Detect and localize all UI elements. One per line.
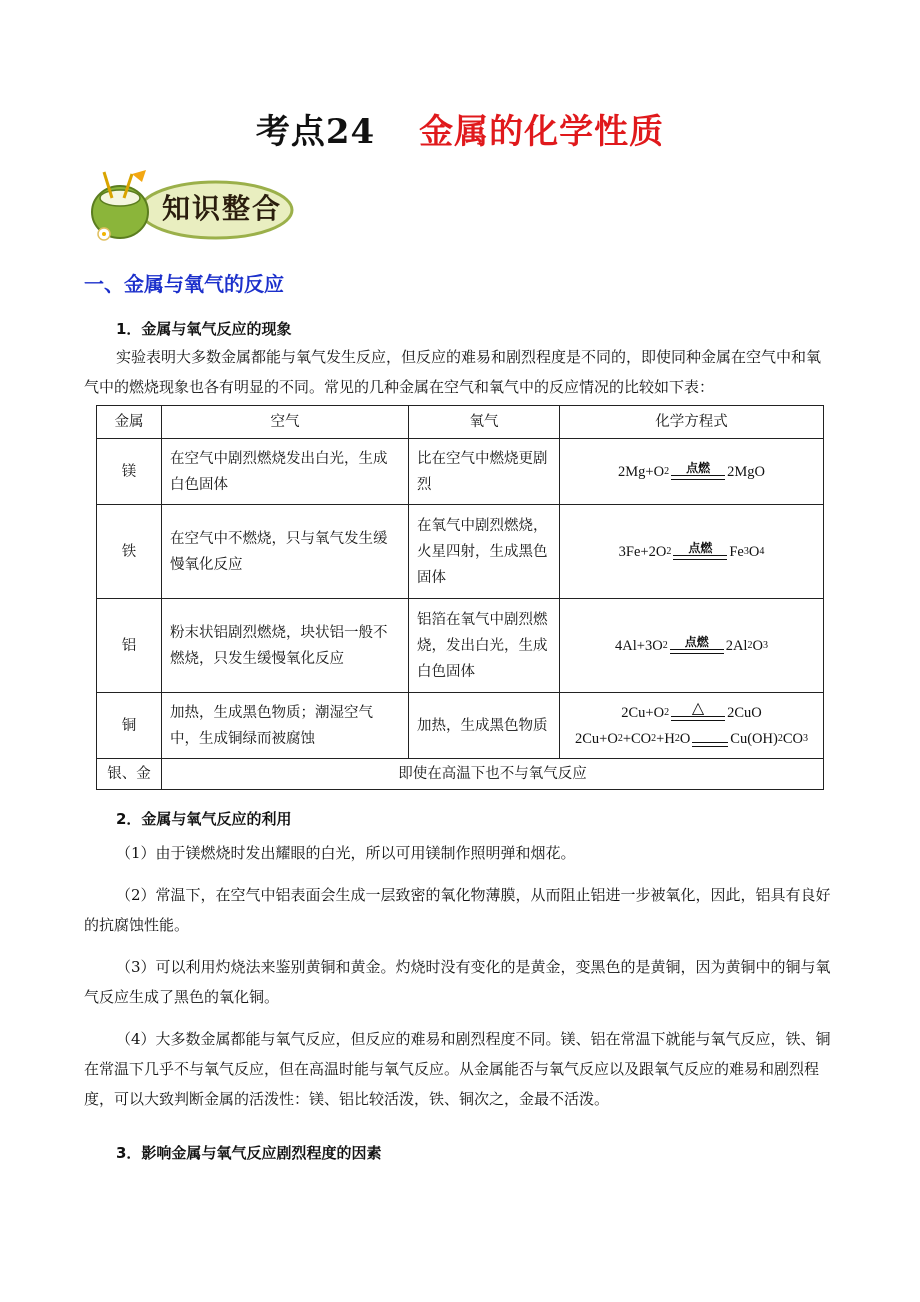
metal-oxygen-table <box>96 405 824 790</box>
title-main: 金属的化学性质 <box>419 112 665 152</box>
table-row <box>97 505 824 599</box>
subheading-phenomena: 1．金属与氧气反应的现象 <box>116 320 292 338</box>
table-row <box>97 599 824 693</box>
badge-label: 知识整合 <box>161 192 282 225</box>
air-cell: 在空气中剧烈燃烧发出白光，生成白色固体 <box>162 439 409 505</box>
header-air: 空气 <box>162 406 409 439</box>
knowledge-badge <box>88 168 294 248</box>
equation-cell <box>560 599 824 693</box>
use-item: （3）可以利用灼烧法来鉴别黄铜和黄金。灼烧时没有变化的是黄金，变黑色的是黄铜，因为黄铜中的铜与氧气反应生成了黑色的氧化铜。 <box>84 958 831 1006</box>
section-heading: 一、金属与氧气的反应 <box>84 272 284 296</box>
metal-cell: 银、金 <box>97 759 162 790</box>
metal-cell: 铝 <box>97 599 162 693</box>
table-header-row <box>97 406 824 439</box>
equation-cell <box>560 439 824 505</box>
intro-paragraph: 实验表明大多数金属都能与氧气发生反应，但反应的难易和剧烈程度是不同的，即使同种金属在空气中和氧气中的燃烧现象也各有明显的不同。常见的几种金属在空气和氧气中的反应情况的比较如下表： <box>84 348 822 396</box>
table-row <box>97 693 824 759</box>
air-cell: 加热，生成黑色物质；潮湿空气中，生成铜绿而被腐蚀 <box>162 693 409 759</box>
subheading-uses: 2．金属与氧气反应的利用 <box>116 810 292 828</box>
merged-cell: 即使在高温下也不与氧气反应 <box>162 759 824 790</box>
use-item: （4）大多数金属都能与氧气反应，但反应的难易和剧烈程度不同。镁、铝在常温下就能与氧气反应，铁、铜在常温下几乎不与氧气反应，但在高温时能与氧气反应。从金属能否与氧气反应以及跟氧气反应的难易和剧烈程度，可以大致判断金属的活泼性：镁、铝比较活泼，铁、铜次之，金最不活泼。 <box>84 1030 831 1108</box>
equation-al: 4Al+3O 2 点燃 2Al 2 O 3 <box>615 634 768 654</box>
use-item: （1）由于镁燃烧时发出耀眼的白光，所以可用镁制作照明弹和烟花。 <box>116 844 576 862</box>
title-prefix: 考点24 <box>255 112 376 152</box>
oxygen-cell: 铝箔在氧气中剧烈燃烧，发出白光，生成白色固体 <box>409 599 560 693</box>
header-equation: 化学方程式 <box>560 406 824 439</box>
oxygen-cell: 比在空气中燃烧更剧烈 <box>409 439 560 505</box>
metal-cell: 铜 <box>97 693 162 759</box>
equation-patina: 2Cu+O 2 +CO 2 +H 2 O Cu(OH) $^2$ CO 3 <box>575 730 808 747</box>
equation-cell <box>560 505 824 599</box>
oxygen-cell: 在氧气中剧烈燃烧，火星四射，生成黑色固体 <box>409 505 560 599</box>
page-title <box>0 104 920 153</box>
oxygen-cell: 加热，生成黑色物质 <box>409 693 560 759</box>
subheading-factors: 3．影响金属与氧气反应剧烈程度的因素 <box>116 1144 382 1162</box>
air-cell: 在空气中不燃烧，只与氧气发生缓慢氧化反应 <box>162 505 409 599</box>
header-metal: 金属 <box>97 406 162 439</box>
metal-cell: 镁 <box>97 439 162 505</box>
table-row <box>97 439 824 505</box>
table-row <box>97 759 824 790</box>
use-item: （2）常温下，在空气中铝表面会生成一层致密的氧化物薄膜，从而阻止铝进一步被氧化，因此，铝具有良好的抗腐蚀性能。 <box>84 886 831 934</box>
metal-cell: 铁 <box>97 505 162 599</box>
equation-cu: 2Cu+O 2 △ 2CuO <box>621 699 762 721</box>
equation-fe: 3Fe+2O 2 点燃 Fe 3 O 4 <box>618 540 765 560</box>
equation-mg: 2Mg+O 2 点燃 2MgO <box>618 460 765 480</box>
equation-cell <box>560 693 824 759</box>
air-cell: 粉末状铝剧烈燃烧，块状铝一般不燃烧，只发生缓慢氧化反应 <box>162 599 409 693</box>
header-oxygen: 氧气 <box>409 406 560 439</box>
